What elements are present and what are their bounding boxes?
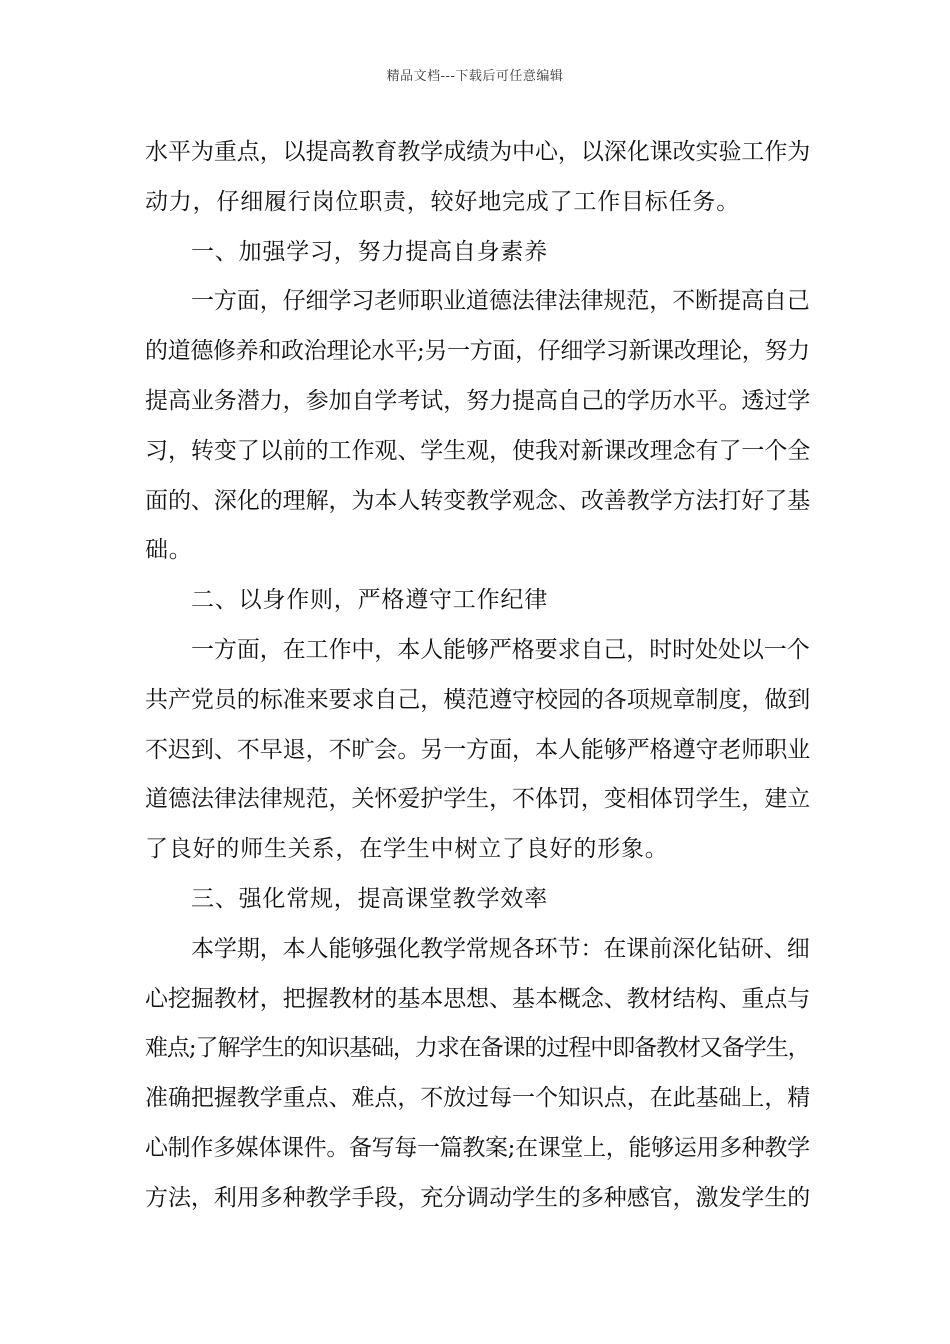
text-line: 面的、深化的理解，为本人转变教学观念、改善教学方法打好了基 [145,487,811,514]
text-line: 本学期，本人能够强化教学常规各环节：在课前深化钻研、细 [191,935,810,962]
text-line: 础。 [145,537,193,564]
text-line: 一方面，仔细学习老师职业道德法律法律规范，不断提高自己 [191,288,810,315]
text-line: 一、加强学习，努力提高自身素养 [191,238,548,265]
page-header: 精品文档---下载后可任意编辑 [386,69,564,84]
text-line: 三、强化常规，提高课堂教学效率 [191,885,548,912]
document-body [145,128,810,1224]
text-line: 心挖掘教材，把握教材的基本思想、基本概念、教材结构、重点与 [145,985,811,1012]
text-line: 准确把握教学重点、难点，不放过每一个知识点，在此基础上，精 [145,1085,811,1112]
text-line: 习，转变了以前的工作观、学生观，使我对新课改理念有了一个全 [145,437,811,464]
text-line: 动力，仔细履行岗位职责，较好地完成了工作目标任务。 [145,188,740,215]
text-line: 不迟到、不早退，不旷会。另一方面，本人能够严格遵守老师职业 [145,736,811,763]
text-line: 难点;了解学生的知识基础，力求在备课的过程中即备教材又备学生， [145,1035,810,1062]
text-line: 了良好的师生关系，在学生中树立了良好的形象。 [145,836,669,863]
text-line: 心制作多媒体课件。备写每一篇教案;在课堂上，能够运用多种教学 [145,1134,810,1161]
text-line: 方法，利用多种教学手段，充分调动学生的多种感官，激发学生的 [145,1184,811,1211]
text-line: 共产党员的标准来要求自己，模范遵守校园的各项规章制度，做到 [145,686,811,713]
text-line: 的道德修养和政治理论水平;另一方面，仔细学习新课改理论，努力 [145,338,810,365]
text-line: 二、以身作则，严格遵守工作纪律 [191,587,548,614]
text-line: 提高业务潜力，参加自学考试，努力提高自己的学历水平。透过学 [145,387,811,414]
text-line: 道德法律法律规范，关怀爱护学生，不体罚，变相体罚学生，建立 [145,786,811,813]
text-line: 一方面，在工作中，本人能够严格要求自己，时时处处以一个 [191,636,810,663]
text-line: 水平为重点，以提高教育教学成绩为中心，以深化课改实验工作为 [145,139,811,165]
